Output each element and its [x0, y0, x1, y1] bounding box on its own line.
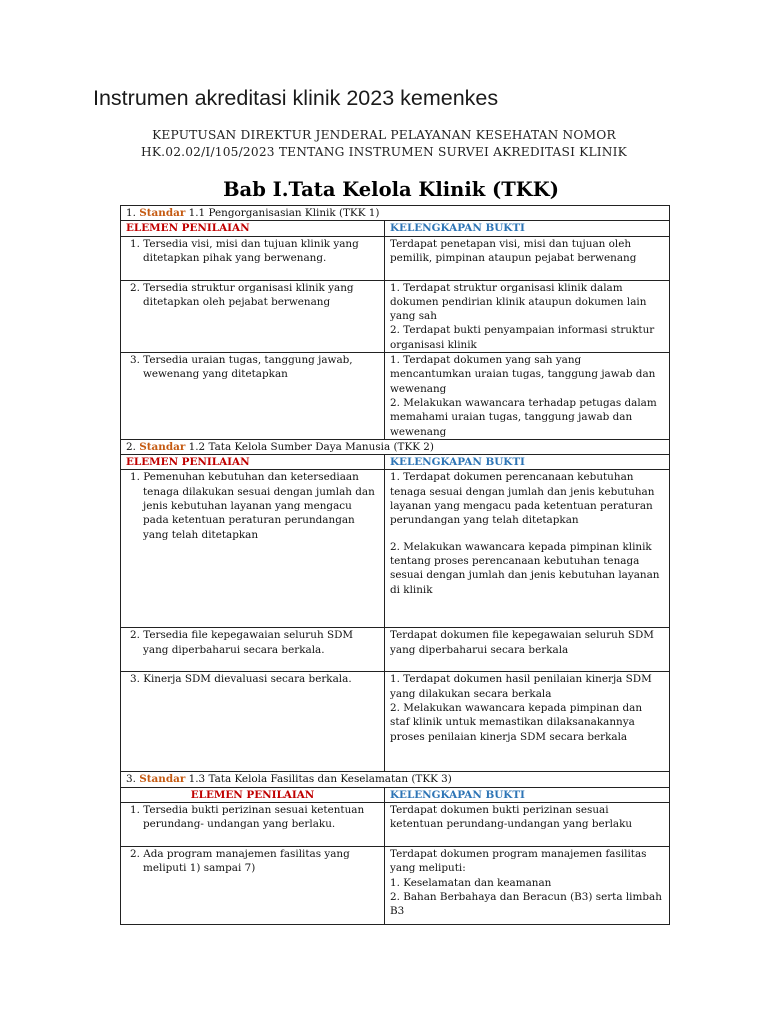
standard-number: 2.	[126, 440, 136, 453]
bukti-header: KELENGKAPAN BUKTI	[385, 455, 670, 470]
standard-row	[121, 206, 670, 221]
elemen-text: 2. Tersedia file kepegawaian seluruh SDM yang diperbaharui secara berkala.	[130, 629, 354, 656]
page-title: Instrumen akreditasi klinik 2023 kemenkes	[93, 86, 499, 110]
elemen-cell	[121, 470, 385, 628]
bukti-text: 2. Bahan Berbahaya dan Beracun (B3) serta limbah B3	[390, 890, 662, 918]
spacer	[390, 528, 664, 540]
standard-label: Standar	[139, 773, 186, 786]
elemen-cell	[121, 628, 385, 672]
table-row	[121, 470, 670, 628]
chapter-title: Bab I.Tata Kelola Klinik (TKK)	[223, 178, 559, 201]
bukti-text: 2. Melakukan wawancara kepada pimpinan klinik tentang proses perencanaan kebutuhan tenaga sesuai dengan jumlah dan jenis kebutuhan layanan di klinik	[390, 540, 660, 596]
bukti-text: 2. Melakukan wawancara kepada pimpinan dan staf klinik untuk memastikan dilaksanakannya proses penilaian kinerja SDM secara berkala	[390, 702, 643, 743]
bukti-cell	[385, 236, 670, 280]
standard-title: 1.1 Pengorganisasian Klinik (TKK 1)	[188, 207, 380, 219]
elemen-text: 2. Tersedia struktur organisasi klinik yang ditetapkan oleh pejabat berwenang	[130, 281, 354, 308]
bukti-text: 1. Keselamatan dan keamanan	[390, 876, 552, 889]
standard-number: 3.	[126, 773, 136, 786]
elemen-cell	[121, 672, 385, 772]
bukti-text: Terdapat penetapan visi, misi dan tujuan oleh pemilik, pimpinan ataupun pejabat berwenang	[390, 237, 637, 264]
standard-cell	[121, 206, 670, 221]
elemen-header: ELEMEN PENILAIAN	[121, 455, 385, 470]
elemen-text: 3. Kinerja SDM dievaluasi secara berkala.	[130, 673, 352, 686]
standard-title: 1.3 Tata Kelola Fasilitas dan Keselamatan (TKK 3)	[188, 773, 452, 786]
elemen-text: 2. Ada program manajemen fasilitas yang meliputi 1) sampai 7)	[130, 848, 350, 875]
standard-title: 1.2 Tata Kelola Sumber Daya Manusia (TKK 2)	[188, 440, 434, 453]
table-row	[121, 628, 670, 672]
elemen-header: ELEMEN PENILAIAN	[121, 221, 385, 236]
elemen-cell	[121, 353, 385, 440]
bukti-text: Terdapat dokumen file kepegawaian seluruh SDM yang diperbaharui secara berkala	[390, 629, 654, 656]
bukti-text: 1. Terdapat dokumen yang sah yang mencantumkan uraian tugas, tanggung jawab dan wewenang	[390, 354, 656, 395]
accreditation-table	[120, 205, 670, 925]
table-row	[121, 803, 670, 847]
bukti-text: Terdapat dokumen bukti perizinan sesuai ketentuan perundang-undangan yang berlaku	[390, 804, 633, 831]
elemen-text: 1. Pemenuhan kebutuhan dan ketersediaan tenaga dilakukan sesuai dengan jumlah dan jenis kebutuhan layanan yang mengacu pada ketentuan peraturan perundangan yang telah ditetapkan	[130, 471, 375, 541]
standard-row	[121, 439, 670, 454]
bukti-text: 1. Terdapat dokumen perencanaan kebutuhan tenaga sesuai dengan jumlah dan jenis kebutuhan layanan yang mengacu pada ketentuan peraturan perundangan yang telah ditetapkan	[390, 471, 655, 527]
bukti-text: 2. Terdapat bukti penyampaian informasi struktur organisasi klinik	[390, 324, 655, 351]
bukti-cell	[385, 803, 670, 847]
standard-cell	[121, 439, 670, 454]
elemen-text: 1. Tersedia visi, misi dan tujuan klinik yang ditetapkan pihak yang berwenang.	[130, 237, 359, 264]
column-header-row	[121, 221, 670, 236]
standard-label: Standar	[139, 207, 186, 219]
elemen-text: 3. Tersedia uraian tugas, tanggung jawab, wewenang yang ditetapkan	[130, 354, 353, 381]
elemen-cell	[121, 280, 385, 352]
bukti-cell	[385, 280, 670, 352]
column-header-row	[121, 787, 670, 802]
bukti-cell	[385, 672, 670, 772]
standard-number: 1.	[126, 207, 136, 219]
elemen-header: ELEMEN PENILAIAN	[121, 787, 385, 802]
table-row	[121, 847, 670, 925]
bukti-cell	[385, 628, 670, 672]
elemen-cell	[121, 803, 385, 847]
table-row	[121, 280, 670, 352]
bukti-text: Terdapat dokumen program manajemen fasilitas yang meliputi:	[390, 848, 647, 875]
bukti-text: 1. Terdapat struktur organisasi klinik dalam dokumen pendirian klinik ataupun dokumen lain yang sah	[390, 281, 647, 323]
bukti-cell	[385, 470, 670, 628]
standard-label: Standar	[139, 440, 186, 453]
elemen-cell	[121, 236, 385, 280]
bukti-text: 2. Melakukan wawancara terhadap petugas dalam memahami uraian tugas, tanggung jawab dan wewenang	[390, 396, 657, 438]
bukti-cell	[385, 353, 670, 440]
standard-row	[121, 772, 670, 787]
bukti-header: KELENGKAPAN BUKTI	[385, 787, 670, 802]
elemen-text: 1. Tersedia bukti perizinan sesuai ketentuan perundang- undangan yang berlaku.	[130, 804, 365, 831]
standard-cell	[121, 772, 670, 787]
bukti-header: KELENGKAPAN BUKTI	[385, 221, 670, 236]
bukti-cell	[385, 847, 670, 925]
document-subtitle: KEPUTUSAN DIREKTUR JENDERAL PELAYANAN KESEHATAN NOMOR HK.02.02/I/105/2023 TENTANG INSTRUMEN SURVEI AKREDITASI KLINIK	[141, 128, 627, 159]
column-header-row	[121, 455, 670, 470]
bukti-text: 1. Terdapat dokumen hasil penilaian kinerja SDM yang dilakukan secara berkala	[390, 673, 652, 700]
table-row	[121, 353, 670, 440]
table-row	[121, 672, 670, 772]
elemen-cell	[121, 847, 385, 925]
table-row	[121, 236, 670, 280]
